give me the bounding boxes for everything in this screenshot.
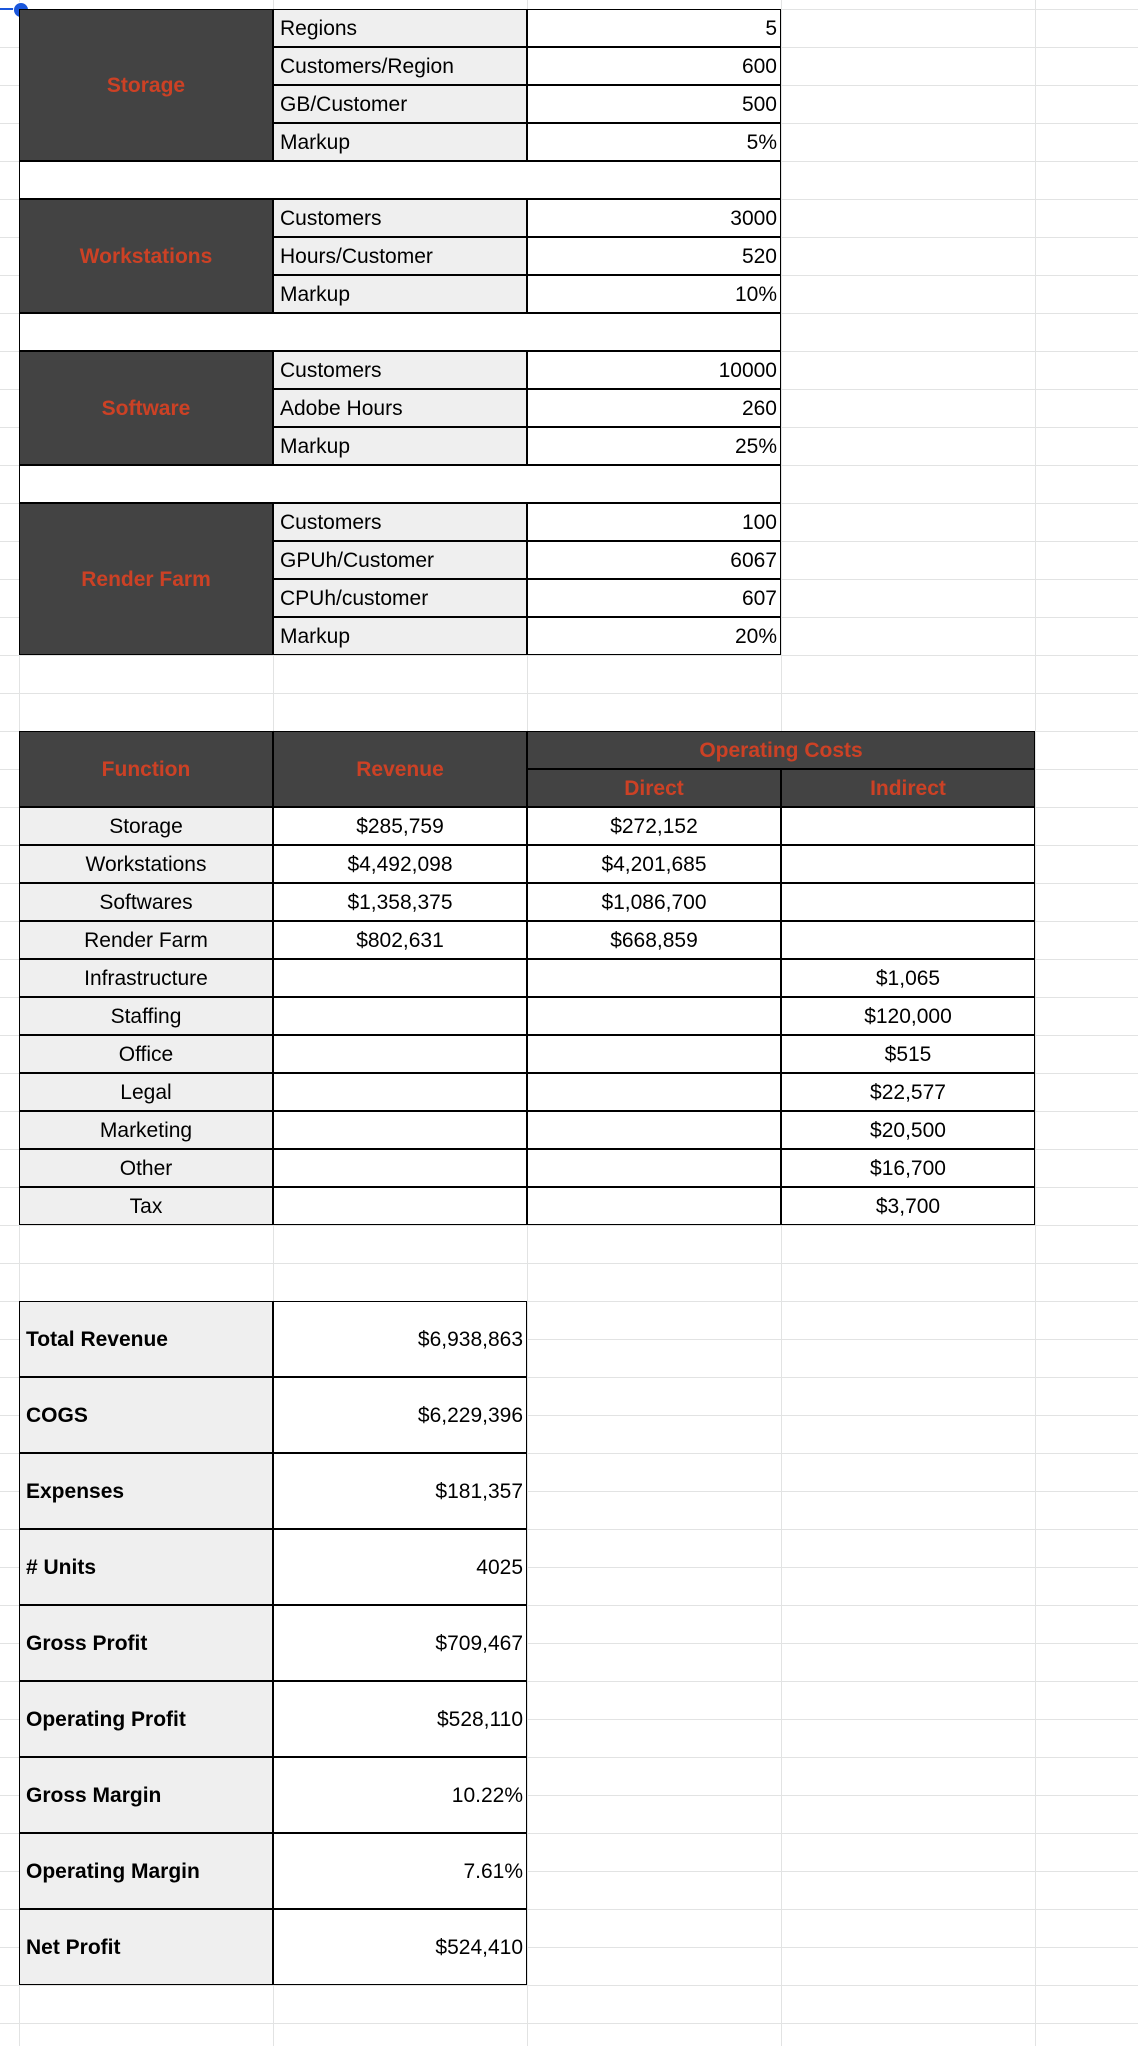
direct-cost-cell[interactable]	[527, 959, 781, 997]
summary-label-cell[interactable]: Gross Profit	[19, 1605, 273, 1681]
storage-param-label[interactable]: Regions	[273, 9, 527, 47]
direct-cost-cell[interactable]: $668,859	[527, 921, 781, 959]
revenue-cell[interactable]	[273, 1073, 527, 1111]
software-param-value[interactable]: 10000	[527, 351, 781, 389]
summary-label-cell[interactable]: COGS	[19, 1377, 273, 1453]
render-farm-param-value[interactable]: 6067	[527, 541, 781, 579]
function-name-cell[interactable]: Storage	[19, 807, 273, 845]
indirect-cost-cell[interactable]: $22,577	[781, 1073, 1035, 1111]
summary-value-cell[interactable]: $709,467	[273, 1605, 527, 1681]
function-name-cell[interactable]: Other	[19, 1149, 273, 1187]
indirect-cost-cell[interactable]: $3,700	[781, 1187, 1035, 1225]
operating-costs-header: Operating Costs	[527, 731, 1035, 769]
workstations-param-value[interactable]: 10%	[527, 275, 781, 313]
spacer-row[interactable]	[19, 161, 781, 199]
direct-cost-cell[interactable]	[527, 1035, 781, 1073]
function-name-cell[interactable]: Legal	[19, 1073, 273, 1111]
direct-cost-cell[interactable]	[527, 1187, 781, 1225]
spacer-row[interactable]	[19, 465, 781, 503]
revenue-cell[interactable]: $285,759	[273, 807, 527, 845]
software-param-value[interactable]: 260	[527, 389, 781, 427]
summary-value-cell[interactable]: $181,357	[273, 1453, 527, 1529]
summary-value-cell[interactable]: $6,229,396	[273, 1377, 527, 1453]
revenue-cell[interactable]: $1,358,375	[273, 883, 527, 921]
revenue-cell[interactable]: $4,492,098	[273, 845, 527, 883]
indirect-column-header: Indirect	[781, 769, 1035, 807]
summary-value-cell[interactable]: 10.22%	[273, 1757, 527, 1833]
render-farm-param-label[interactable]: CPUh/customer	[273, 579, 527, 617]
render-farm-param-value[interactable]: 100	[527, 503, 781, 541]
revenue-cell[interactable]	[273, 997, 527, 1035]
summary-label-cell[interactable]: Net Profit	[19, 1909, 273, 1985]
summary-label-cell[interactable]: Total Revenue	[19, 1301, 273, 1377]
function-column-header: Function	[19, 731, 273, 807]
render-farm-param-label[interactable]: Customers	[273, 503, 527, 541]
summary-value-cell[interactable]: $528,110	[273, 1681, 527, 1757]
summary-label-cell[interactable]: Operating Profit	[19, 1681, 273, 1757]
summary-label-cell[interactable]: Gross Margin	[19, 1757, 273, 1833]
revenue-cell[interactable]: $802,631	[273, 921, 527, 959]
summary-value-cell[interactable]: $524,410	[273, 1909, 527, 1985]
direct-cost-cell[interactable]	[527, 997, 781, 1035]
direct-cost-cell[interactable]: $4,201,685	[527, 845, 781, 883]
indirect-cost-cell[interactable]: $1,065	[781, 959, 1035, 997]
storage-param-label[interactable]: Markup	[273, 123, 527, 161]
software-param-label[interactable]: Customers	[273, 351, 527, 389]
revenue-cell[interactable]	[273, 1187, 527, 1225]
summary-label-cell[interactable]: Expenses	[19, 1453, 273, 1529]
function-name-cell[interactable]: Render Farm	[19, 921, 273, 959]
summary-value-cell[interactable]: 7.61%	[273, 1833, 527, 1909]
function-name-cell[interactable]: Marketing	[19, 1111, 273, 1149]
storage-param-label[interactable]: GB/Customer	[273, 85, 527, 123]
render-farm-param-label[interactable]: GPUh/Customer	[273, 541, 527, 579]
indirect-cost-cell[interactable]: $515	[781, 1035, 1035, 1073]
indirect-cost-cell[interactable]	[781, 807, 1035, 845]
indirect-cost-cell[interactable]	[781, 921, 1035, 959]
workstations-section-header: Workstations	[19, 199, 273, 313]
software-param-label[interactable]: Markup	[273, 427, 527, 465]
workstations-param-value[interactable]: 520	[527, 237, 781, 275]
software-param-label[interactable]: Adobe Hours	[273, 389, 527, 427]
render-farm-param-label[interactable]: Markup	[273, 617, 527, 655]
summary-value-cell[interactable]: $6,938,863	[273, 1301, 527, 1377]
storage-param-value[interactable]: 5	[527, 9, 781, 47]
revenue-column-header: Revenue	[273, 731, 527, 807]
direct-cost-cell[interactable]	[527, 1149, 781, 1187]
summary-value-cell[interactable]: 4025	[273, 1529, 527, 1605]
revenue-cell[interactable]	[273, 1035, 527, 1073]
revenue-cell[interactable]	[273, 1149, 527, 1187]
render-farm-section-header: Render Farm	[19, 503, 273, 655]
indirect-cost-cell[interactable]: $16,700	[781, 1149, 1035, 1187]
render-farm-param-value[interactable]: 607	[527, 579, 781, 617]
storage-param-value[interactable]: 5%	[527, 123, 781, 161]
storage-param-value[interactable]: 500	[527, 85, 781, 123]
function-name-cell[interactable]: Tax	[19, 1187, 273, 1225]
indirect-cost-cell[interactable]: $20,500	[781, 1111, 1035, 1149]
direct-cost-cell[interactable]	[527, 1073, 781, 1111]
storage-section-header: Storage	[19, 9, 273, 161]
software-param-value[interactable]: 25%	[527, 427, 781, 465]
function-name-cell[interactable]: Softwares	[19, 883, 273, 921]
indirect-cost-cell[interactable]: $120,000	[781, 997, 1035, 1035]
spacer-row[interactable]	[19, 313, 781, 351]
indirect-cost-cell[interactable]	[781, 845, 1035, 883]
summary-label-cell[interactable]: # Units	[19, 1529, 273, 1605]
revenue-cell[interactable]	[273, 959, 527, 997]
workstations-param-label[interactable]: Hours/Customer	[273, 237, 527, 275]
storage-param-label[interactable]: Customers/Region	[273, 47, 527, 85]
function-name-cell[interactable]: Workstations	[19, 845, 273, 883]
workstations-param-value[interactable]: 3000	[527, 199, 781, 237]
function-name-cell[interactable]: Office	[19, 1035, 273, 1073]
storage-param-value[interactable]: 600	[527, 47, 781, 85]
workstations-param-label[interactable]: Customers	[273, 199, 527, 237]
indirect-cost-cell[interactable]	[781, 883, 1035, 921]
summary-label-cell[interactable]: Operating Margin	[19, 1833, 273, 1909]
function-name-cell[interactable]: Staffing	[19, 997, 273, 1035]
direct-column-header: Direct	[527, 769, 781, 807]
revenue-cell[interactable]	[273, 1111, 527, 1149]
direct-cost-cell[interactable]: $1,086,700	[527, 883, 781, 921]
workstations-param-label[interactable]: Markup	[273, 275, 527, 313]
direct-cost-cell[interactable]	[527, 1111, 781, 1149]
function-name-cell[interactable]: Infrastructure	[19, 959, 273, 997]
direct-cost-cell[interactable]: $272,152	[527, 807, 781, 845]
software-section-header: Software	[19, 351, 273, 465]
render-farm-param-value[interactable]: 20%	[527, 617, 781, 655]
